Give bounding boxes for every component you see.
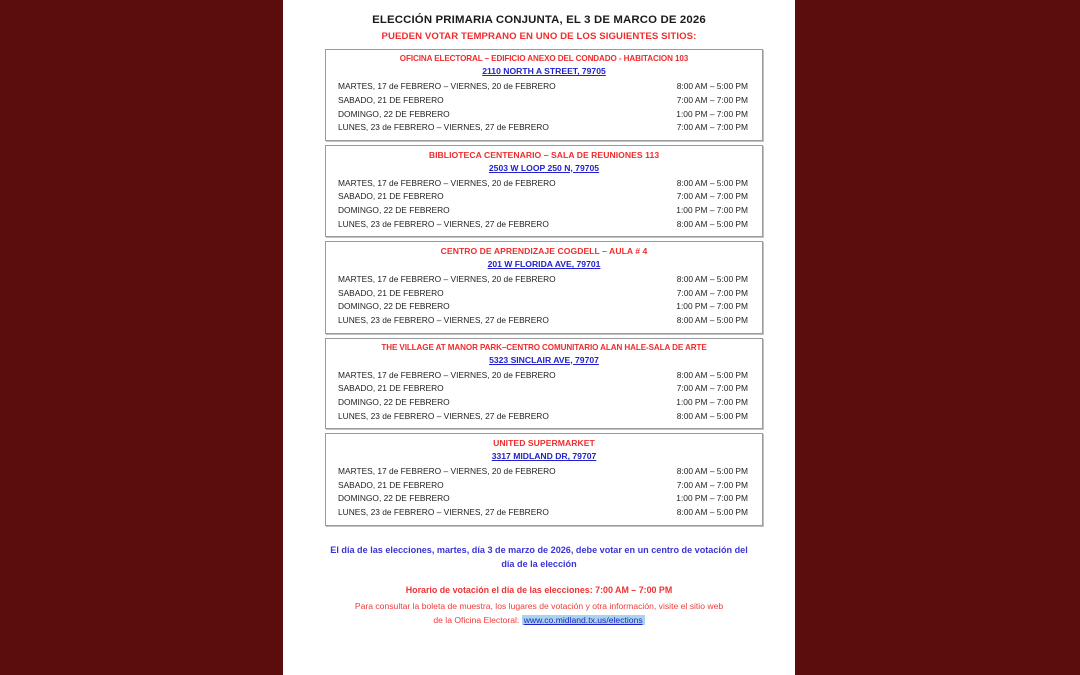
location-box [325,145,763,237]
hours-day: MARTES, 17 de FEBRERO – VIERNES, 20 de FEBRERO [338,81,556,92]
hours-row [334,465,754,479]
hours-time: 8:00 AM – 5:00 PM [676,410,748,421]
location-name: THE VILLAGE AT MANOR PARK–CENTRO COMUNITARIO ALAN HALE-SALA DE ARTE [381,342,707,352]
hours-day: SABADO, 21 DE FEBRERO [338,191,444,202]
hours-day: DOMINGO, 22 DE FEBRERO [338,108,450,119]
hours-day: DOMINGO, 22 DE FEBRERO [338,493,450,504]
hours-time: 8:00 AM – 5:00 PM [676,506,748,517]
hours-row [334,300,754,314]
hours-time: 7:00 AM – 7:00 PM [676,94,748,105]
hours-row [334,94,754,108]
hours-day: SABADO, 21 DE FEBRERO [338,383,444,394]
hours-day: LUNES, 23 de FEBRERO – VIERNES, 27 de FEBRERO [338,506,549,517]
hours-time: 7:00 AM – 7:00 PM [676,479,748,490]
elections-office-line [313,614,765,628]
hours-day: LUNES, 23 de FEBRERO – VIERNES, 27 de FEBRERO [338,410,549,421]
hours-row [334,80,754,94]
hours-row [334,314,754,328]
location-name: OFICINA ELECTORAL – EDIFICIO ANEXO DEL CONDADO - HABITACION 103 [399,54,689,64]
hours-time: 1:00 PM – 7:00 PM [676,108,748,119]
hours-day: MARTES, 17 de FEBRERO – VIERNES, 20 de FEBRERO [338,466,556,477]
hours-time: 1:00 PM – 7:00 PM [676,301,748,312]
location-address-link[interactable]: 2110 NORTH A STREET, 79705 [482,66,606,77]
hours-row [334,177,754,191]
hours-time: 8:00 AM – 5:00 PM [676,314,748,325]
location-box [325,433,763,525]
footer [283,530,795,628]
hours-time: 8:00 AM – 5:00 PM [676,81,748,92]
hours-day: DOMINGO, 22 DE FEBRERO [338,301,450,312]
elections-website-link[interactable]: www.co.midland.tx.us/elections [523,614,643,625]
location-address-link[interactable]: 201 W FLORIDA AVE, 79701 [487,258,601,269]
hours-time: 7:00 AM – 7:00 PM [676,287,748,298]
hours-day: MARTES, 17 de FEBRERO – VIERNES, 20 de FEBRERO [338,369,556,380]
hours-time: 8:00 AM – 5:00 PM [676,466,748,477]
hours-day: SABADO, 21 DE FEBRERO [338,479,444,490]
hours-time: 7:00 AM – 7:00 PM [676,122,748,133]
hours-table [334,273,754,327]
location-box [325,49,763,141]
hours-day: LUNES, 23 de FEBRERO – VIERNES, 27 de FEBRERO [338,122,549,133]
hours-day: DOMINGO, 22 DE FEBRERO [338,397,450,407]
hours-row [334,369,754,383]
hours-day: LUNES, 23 de FEBRERO – VIERNES, 27 de FEBRERO [338,218,549,229]
hours-time: 1:00 PM – 7:00 PM [676,397,748,407]
hours-time: 8:00 AM – 5:00 PM [676,369,748,380]
hours-row [334,190,754,204]
location-address-link[interactable]: 5323 SINCLAIR AVE, 79707 [489,354,599,365]
elections-office-label: de la Oficina Electoral: [433,614,520,625]
hours-row [334,108,754,122]
hours-time: 8:00 AM – 5:00 PM [676,177,748,188]
location-box [325,338,763,430]
hours-day: LUNES, 23 de FEBRERO – VIERNES, 27 de FEBRERO [338,314,549,325]
hours-table [334,80,754,134]
flyer-document [283,0,795,675]
hours-row [334,479,754,493]
hours-row [334,121,754,135]
hours-time: 1:00 PM – 7:00 PM [676,204,748,215]
page-subtitle: PUEDEN VOTAR TEMPRANO EN UNO DE LOS SIGUIENTES SITIOS: [381,30,697,42]
hours-row [334,204,754,218]
hours-row [334,382,754,396]
location-box [325,241,763,333]
page-title: ELECCIÓN PRIMARIA CONJUNTA, EL 3 DE MARCO DE 2026 [372,14,706,26]
hours-row [334,410,754,424]
hours-table [334,369,754,423]
location-list [283,49,795,525]
hours-day: SABADO, 21 DE FEBRERO [338,94,444,105]
hours-row [334,492,754,506]
hours-row [334,218,754,232]
location-address-link[interactable]: 3317 MIDLAND DR, 79707 [491,450,597,461]
hours-row [334,273,754,287]
hours-time: 8:00 AM – 5:00 PM [676,218,748,229]
hours-time: 7:00 AM – 7:00 PM [676,191,748,202]
hours-row [334,506,754,520]
location-name: UNITED SUPERMARKET [493,438,595,449]
sample-ballot-info: Para consultar la boleta de muestra, los lugares de votación y otra información, visite el sitio web [354,600,724,611]
location-name: CENTRO DE APRENDIZAJE COGDELL – AULA # 4 [440,246,648,257]
hours-day: MARTES, 17 de FEBRERO – VIERNES, 20 de FEBRERO [338,274,556,285]
hours-row [334,287,754,301]
hours-day: SABADO, 21 DE FEBRERO [338,287,444,298]
hours-day: DOMINGO, 22 DE FEBRERO [338,204,450,215]
location-address-link[interactable]: 2503 W LOOP 250 N, 79705 [488,162,600,173]
hours-table [334,465,754,519]
hours-table [334,177,754,231]
hours-time: 7:00 AM – 7:00 PM [676,383,748,394]
hours-time: 8:00 AM – 5:00 PM [676,274,748,285]
document-sheet [283,0,795,675]
hours-day: MARTES, 17 de FEBRERO – VIERNES, 20 de FEBRERO [338,177,556,188]
hours-row [334,396,754,410]
election-day-hours: Horario de votación el día de las elecciones: 7:00 AM – 7:00 PM [405,585,673,596]
hours-time: 1:00 PM – 7:00 PM [676,493,748,504]
election-day-notice: El día de las elecciones, martes, día 3 de marzo de 2026, debe votar en un centro de votación del día de la elección [330,544,748,569]
location-name: BIBLIOTECA CENTENARIO – SALA DE REUNIONES 113 [428,149,660,160]
